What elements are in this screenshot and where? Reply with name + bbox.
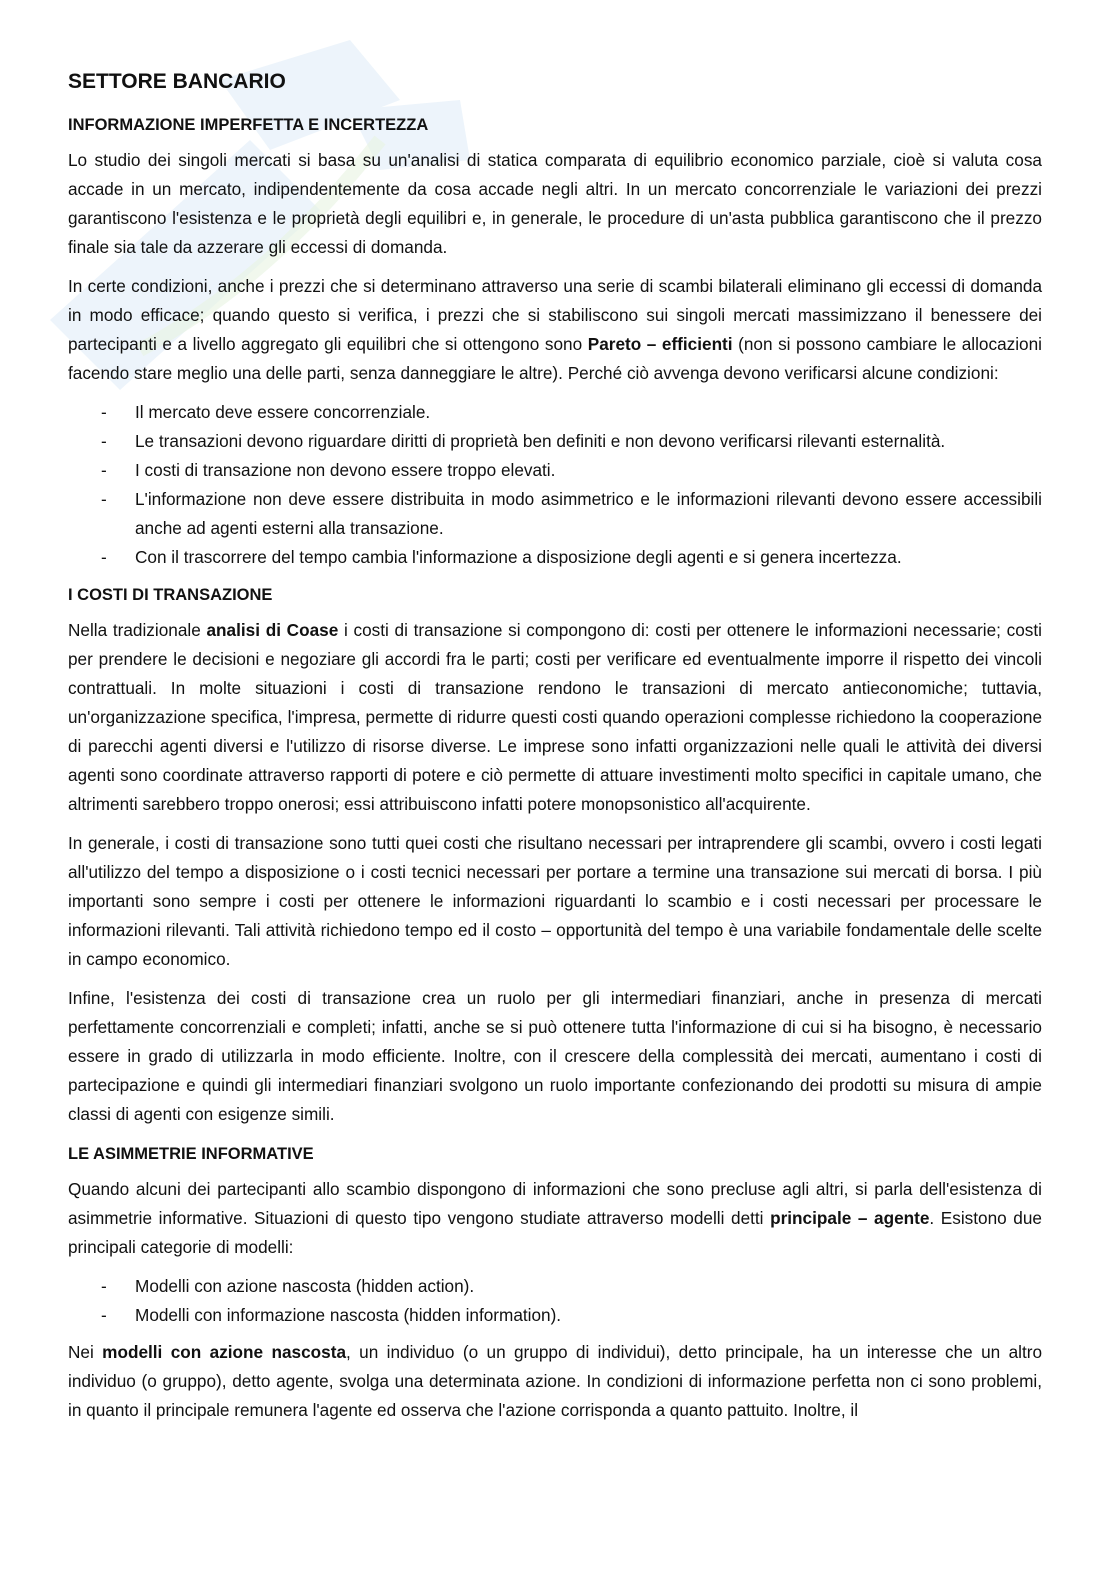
paragraph: Quando alcuni dei partecipanti allo scambio dispongono di informazioni che sono precluse agli altri, si parla dell'esistenza di asimmetrie informative. Situazioni di questo tipo vengono studiate attraverso modelli detti principale – agente. Esistono due principali categorie di modelli:: [68, 1179, 1042, 1257]
list-item: - I costi di transazione non devono essere troppo elevati.: [101, 460, 556, 480]
paragraph: Nella tradizionale analisi di Coase i costi di transazione si compongono di: costi per ottenere le informazioni necessarie; costi per prendere le decisioni e negoziare gli accordi fra le parti; costi per verificare ed eventualmente imporre il rispetto dei vincoli contrattuali. In molte situazioni i costi di transazione rendono le transazioni di mercato antieconomiche; tuttavia, un'organizzazione specifica, l'impresa, permette di ridurre questi costi quando operazioni complesse richiedono la cooperazione di parecchi agenti diversi e l'utilizzo di risorse diverse. Le imprese sono infatti organizzazioni nelle quali le attività dei diversi agenti sono coordinate attraverso rapporti di potere e ciò permette di attuare investimenti molto specifici in capitale umano, che altrimenti sarebbero troppo onerosi; essi attribuiscono infatti potere monopsonistico all'acquirente.: [68, 620, 1042, 814]
document-page: [68, 62, 1042, 1435]
models-list: [68, 1272, 1042, 1330]
paragraph: In generale, i costi di transazione sono tutti quei costi che risultano necessari per intraprendere gli scambi, ovvero i costi legati all'utilizzo del tempo a disposizione o i costi tecnici necessari per portare a termine una transazione sui mercati di borsa. I più importanti sono sempre i costi per ottenere le informazioni riguardanti lo scambio e i costi necessari per processare le informazioni rilevanti. Tali attività richiedono tempo ed il costo – opportunità del tempo è una variabile fondamentale delle scelte in campo economico.: [68, 833, 1042, 969]
list-item: - L'informazione non deve essere distribuita in modo asimmetrico e le informazioni rilevanti devono essere accessibili anche ad agenti esterni alla transazione.: [101, 489, 1042, 538]
list-item: - Modelli con informazione nascosta (hidden information).: [101, 1305, 562, 1325]
list-item: - Le transazioni devono riguardare diritti di proprietà ben definiti e non devono verificarsi rilevanti esternalità.: [101, 431, 946, 451]
bold-term: analisi di Coase: [206, 620, 339, 640]
list-item: - Il mercato deve essere concorrenziale.: [101, 402, 431, 422]
list-item: - Modelli con azione nascosta (hidden action).: [101, 1276, 475, 1296]
paragraph: In certe condizioni, anche i prezzi che si determinano attraverso una serie di scambi bilaterali eliminano gli eccessi di domanda in modo efficace; quando questo si verifica, i prezzi che si stabiliscono sui singoli mercati massimizzano il benessere dei partecipanti e a livello aggregato gli equilibri che si ottengono sono Pareto – efficienti (non si possono cambiare le allocazioni facendo stare meglio una delle parti, senza danneggiare le altre). Perché ciò avvenga devono verificarsi alcune condizioni:: [68, 276, 1042, 383]
conditions-list: [68, 398, 1042, 572]
paragraph: Infine, l'esistenza dei costi di transazione crea un ruolo per gli intermediari finanziari, anche in presenza di mercati perfettamente concorrenziali e completi; infatti, anche se si può ottenere tutta l'informazione di cui si ha bisogno, è necessario essere in grado di utilizzarla in modo efficiente. Inoltre, con il crescere della complessità dei mercati, aumentano i costi di partecipazione e quindi gli intermediari finanziari svolgono un ruolo importante confezionando dei prodotti su misura di ampie classi di agenti con esigenze simili.: [68, 988, 1042, 1124]
bold-term: modelli con azione nascosta: [102, 1342, 347, 1362]
section-heading-costi: I COSTI DI TRANSAZIONE: [68, 586, 273, 604]
bold-term: principale – agente: [770, 1208, 930, 1228]
bold-term: Pareto – efficienti: [587, 334, 733, 354]
paragraph: Nei modelli con azione nascosta, un individuo (o un gruppo di individui), detto principale, ha un interesse che un altro individuo (o gruppo), detto agente, svolga una determinata azione. In condizioni di informazione perfetta non ci sono problemi, in quanto il principale remunera l'agente ed osserva che l'azione corrisponda a quanto pattuito. Inoltre, il: [68, 1342, 1043, 1420]
section-heading-asimmetrie: LE ASIMMETRIE INFORMATIVE: [68, 1145, 314, 1163]
section-heading-informazione: INFORMAZIONE IMPERFETTA E INCERTEZZA: [68, 116, 429, 134]
list-item: - Con il trascorrere del tempo cambia l'informazione a disposizione degli agenti e si genera incertezza.: [101, 547, 902, 567]
paragraph: Lo studio dei singoli mercati si basa su un'analisi di statica comparata di equilibrio economico parziale, cioè si valuta cosa accade in un mercato, indipendentemente da cosa accade negli altri. In un mercato concorrenziale le variazioni dei prezzi garantiscono l'esistenza e le proprietà degli equilibri e, in generale, le procedure di un'asta pubblica garantiscono che il prezzo finale sia tale da azzerare gli eccessi di domanda.: [68, 150, 1042, 257]
document-title: SETTORE BANCARIO: [68, 70, 286, 93]
